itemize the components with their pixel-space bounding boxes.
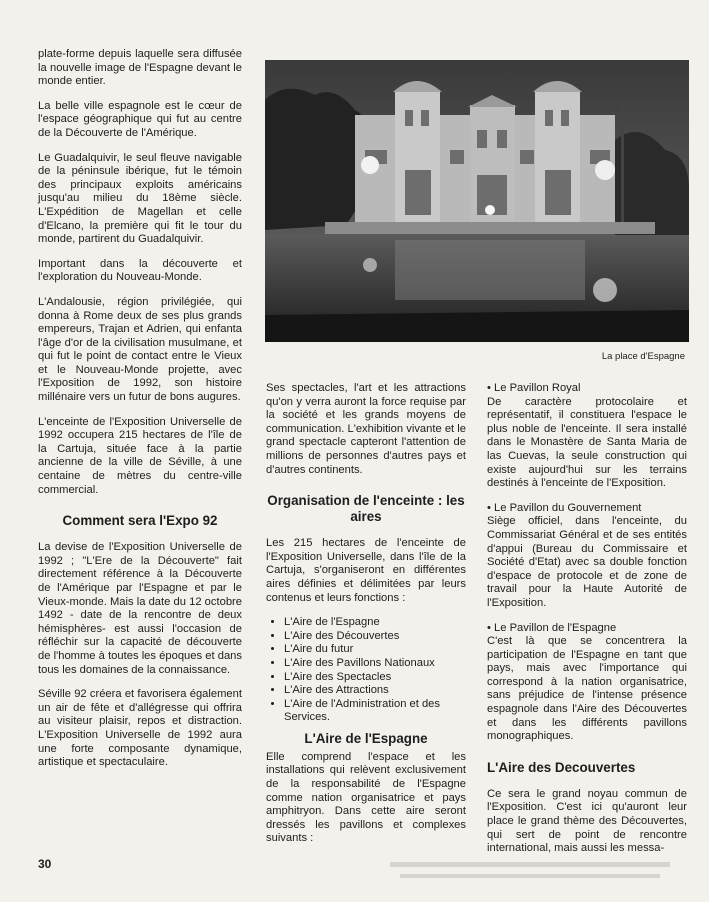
list-item: • L'Aire des Spectacles <box>284 671 466 685</box>
section-heading: L'Aire de l'Espagne <box>304 730 428 746</box>
bleed-through-texture <box>30 854 690 894</box>
list-item: • L'Aire de l'Administration et des Services. <box>284 698 466 725</box>
section-heading: Comment sera l'Expo 92 <box>62 513 218 529</box>
left-column <box>38 48 242 781</box>
plaza-photo-drawing <box>265 60 689 342</box>
paragraph: • Le Pavillon Royal De caractère protocolaire et représentatif, il constituera l'espace le plus noble de l'enceinte. Il sera installé dans le Monastère de Santa Maria de las Cuevas, la seule construction qui existe aujourd'hui sur les terrains destinés à l'enceinte de l'Exposition. <box>487 382 687 490</box>
paragraph: Ce sera le grand noyau commun de l'Exposition. C'est ici qu'auront leur place le grand thème des Découvertes, qui sert de point de rencontre international, mais aussi les messa- <box>487 787 687 855</box>
paragraph: Le Guadalquivir, le seul fleuve navigable de la péninsule ibérique, fut le témoin des principaux exploits américains jusqu'au milieu du 18ème siècle. L'Expédition de Magellan et celle d'Elcano, la première qui fit le tour du monde, partirent du Guadalquivir. <box>38 151 242 246</box>
paragraph: La belle ville espagnole est le cœur de l'espace géographique qui fut au centre de la Découverte de l'Amérique. <box>38 99 242 139</box>
paragraph: Séville 92 créera et favorisera également un air de fête et d'allégresse qui offrira au visiteur plaisir, repos et distraction. L'Exposition Universelle de 1992 aura une forte composante dynamique, artistique et spectaculaire. <box>38 688 242 769</box>
page-number: 30 <box>38 857 52 871</box>
paragraph: • Le Pavillon du Gouvernement Siège officiel, dans l'enceinte, du Commissariat Général et de ses entités d'appui (Bureau du Commissaire et Société d'Etat) avec sa double fonction d'espace de protocole et de zone de travail pour la Haute Autorité de l'Exposition. <box>487 501 687 609</box>
paragraph: • Le Pavillon de l'Espagne C'est là que se concentrera la participation de l'Espagne en tant que pays, mais avec l'importance qui correspond à la nation organisatrice, sans préjudice de l'intense présence espagnole dans l'Aire des Découvertes et dans les différents pavillons monographiques. <box>487 621 687 743</box>
photo-caption: La place d'Espagne <box>601 351 685 362</box>
list-item: • L'Aire du futur <box>284 643 466 657</box>
areas-list <box>266 616 466 725</box>
section-heading: L'Aire des Decouvertes <box>487 759 636 775</box>
paragraph: Les 215 hectares de l'enceinte de l'Exposition Universelle, dans l'île de la Cartuja, s'organiseront en différentes aires définies et délimitées par leurs contenus et leurs fonctions : <box>266 537 466 604</box>
list-item: • L'Aire des Pavillons Nationaux <box>284 657 466 671</box>
paragraph: Important dans la découverte et l'exploration du Nouveau-Monde. <box>38 257 242 284</box>
list-item: • L'Aire de l'Espagne <box>284 616 466 630</box>
list-item: • L'Aire des Découvertes <box>284 630 466 644</box>
section-heading: Organisation de l'enceinte : les aires <box>267 493 465 525</box>
paragraph: plate-forme depuis laquelle sera diffusée la nouvelle image de l'Espagne devant le monde entier. <box>38 48 242 88</box>
middle-column <box>266 382 466 857</box>
paragraph: Ses spectacles, l'art et les attractions qu'on y verra auront la force requise par la société et les grands moyens de communication. L'exhibition vivante et le grand spectacle capteront l'attention de millions de personnes d'autres pays et d'autres continents. <box>266 382 466 476</box>
right-column <box>487 382 687 867</box>
paragraph: La devise de l'Exposition Universelle de 1992 ; "L'Ere de la Découverte" fait directement référence à la Découverte de l'Amérique par l'Espagne et par le Vieux-monde. Mais la date du 12 octobre 1492 - date de la rencontre de deux hémisphères- est aussi l'occasion de réfléchir sur la capacité de découverte de l'homme à toutes les époques et dans tous les domaines de la connaissance. <box>38 541 242 676</box>
paragraph: L'Andalousie, région privilégiée, qui donna à Rome deux de ses plus grands empereurs, Trajan et Adrien, qui enfanta l'âge d'or de la civilisation musulmane, et qui fut le point de contact entre le Vieux et le Nouveau-Monde projette, avec l'Exposition de 1992, son histoire millénaire vers un futur de bons augures. <box>38 295 242 404</box>
list-item: • L'Aire des Attractions <box>284 684 466 698</box>
paragraph: L'enceinte de l'Exposition Universelle de 1992 occupera 215 hectares de l'île de la Cartuja, située face à la partie ancienne de la ville de Séville, à une centaine de mètres du centre-ville commercial. <box>38 415 242 496</box>
plaza-photo <box>265 60 689 342</box>
paragraph: Elle comprend l'espace et les installations qui relèvent exclusivement de la responsabilité de l'Espagne comme nation organisatrice et pays amphitryon. Dans cette aire seront dressés les pavillons et complexes suivants : <box>266 750 466 845</box>
